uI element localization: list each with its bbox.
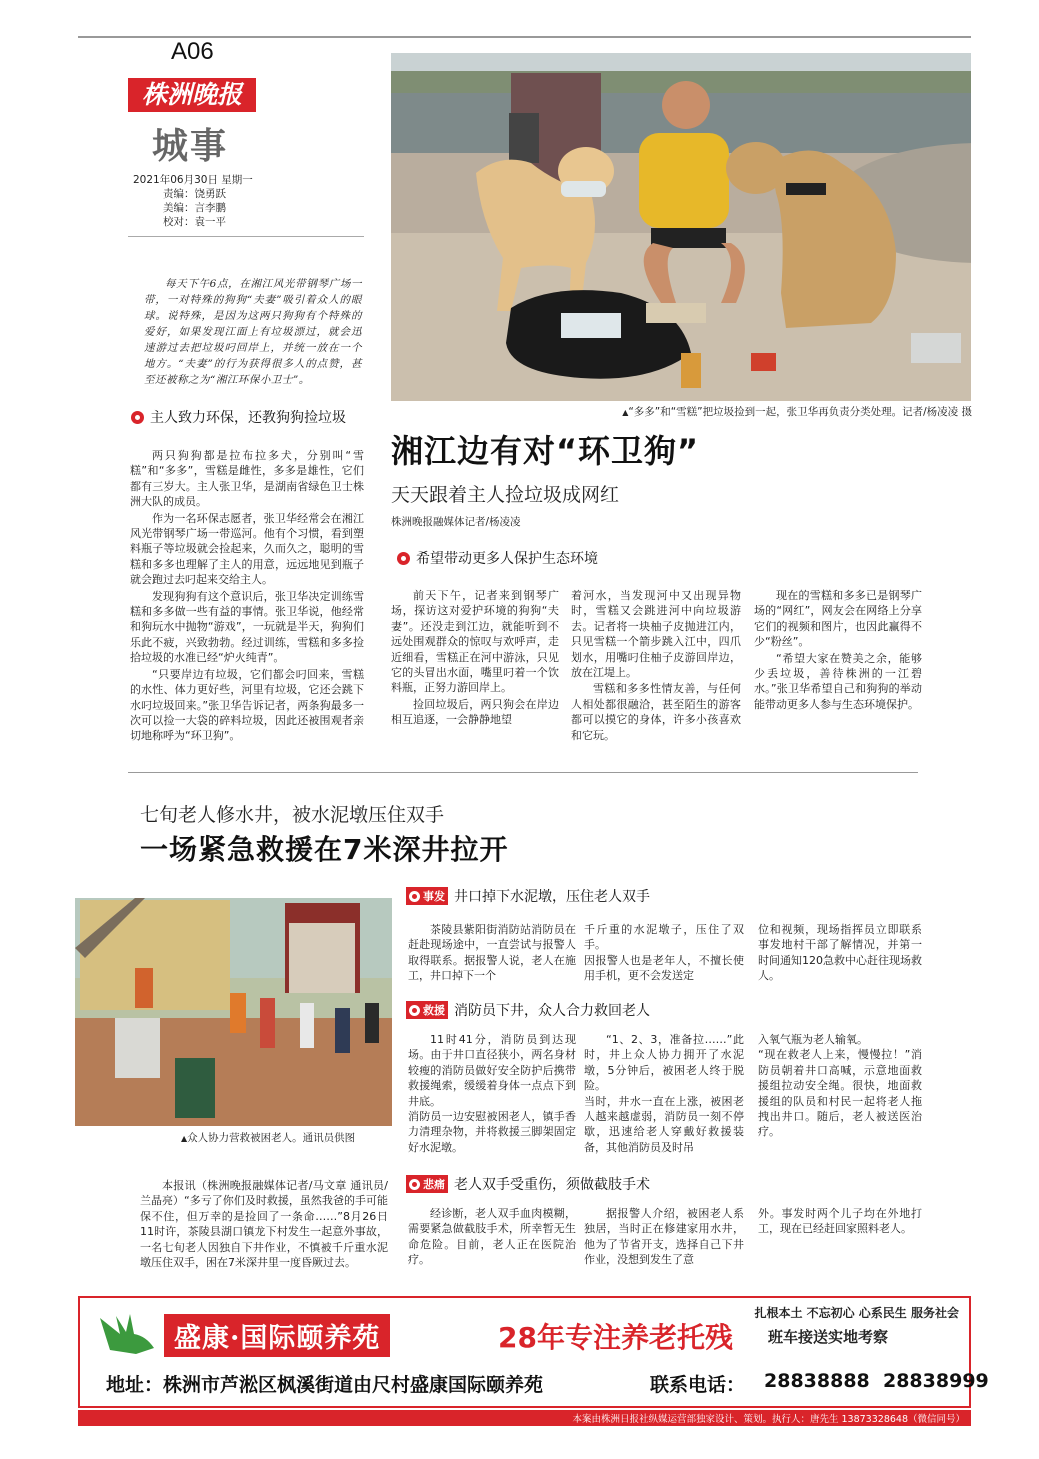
ad-brand: 盛康·国际颐养苑 [164,1314,390,1357]
story2-intro: 本报讯（株洲晚报融媒体记者/马文章 通讯员/兰晶亮）“多亏了你们及时救援，虽然我爸的手可能保不住，但万幸的是捡回了一条命……”8月26日11时许，茶陵县湖口镇龙下村发生一起意外事故，一名七旬老人因独自下井作业，不慎被千斤重水泥墩压住双手，困在7米深井里一度昏厥过去。 [140,1179,388,1270]
story2-section-aftermath: 悲痛 老人双手受重伤，须做截肢手术 [406,1174,650,1194]
ad-slogan: 28年专注养老托残 [498,1321,733,1354]
story2-section-incident: 事发 井口掉下水泥墩，压住老人双手 [406,886,650,906]
story1-byline: 株洲晚报融媒体记者/杨凌凌 [391,516,521,528]
story1-headline: 湘江边有对“环卫狗” [391,432,700,470]
ad-logo-icon [96,1310,158,1356]
caption-triangle-icon: ▲ [181,1134,188,1143]
paper-logo: 株洲晚报 [128,78,256,112]
story1-lead: 每天下午6点，在湘江风光带钢琴广场一带，一对特殊的狗狗“夫妻”吸引着众人的眼球。说特殊，是因为这两只狗狗有个特殊的爱好，如果发现江面上有垃圾漂过，就会迅速游过去把垃圾叼回岸上，并统一放在一个地方。“夫妻”的行为获得很多人的点赞，甚至还被称之为“湘江环保小卫士”。 [144,278,362,386]
story1-column-b: 着河水，当发现河中又出现异物时，雪糕又会跳进河中向垃圾游去。记者将一块柚子皮抛进江内，只见雪糕一个箭步跳入江中，四爪划水，用嘴叼住柚子皮游回岸边，放在江堤上。 雪糕和多多性情友善，与任何人相处都很融洽，甚至陌生的游客都可以摸它的身体，许多小孩喜欢和它玩。 [571,589,741,742]
aftermath-col-3: 外。事发时两个儿子均在外地打工，现在已经赶回家照料老人。 [758,1207,922,1236]
ad-address: 地址：株洲市芦淞区枫溪街道由尺村盛康国际颐养苑 [106,1374,544,1396]
bullet-icon [409,1179,420,1190]
dogs-photo-caption: ▲“多多”和“雪糕”把垃圾捡到一起，张卫华再负责分类处理。记者/杨凌凌 摄 [622,406,972,418]
rescue-col-3: 入氧气瓶为老人输氧。 “现在救老人上来，慢慢拉！”消防员朝着井口高喊，示意地面救援组拉动安全绳。很快，地面救援组的队员和村民一起将老人拖拽出井口。随后，老人被送医治疗。 [758,1033,922,1139]
caption-triangle-icon: ▲ [622,408,629,417]
story2-kicker: 七旬老人修水井，被水泥墩压住双手 [140,804,445,826]
story1-subhead-2: 希望带动更多人保护生态环境 [397,548,598,568]
dogs-photo-svg [391,53,971,401]
ad-phones: 28838888 28838999 [764,1370,989,1392]
story-divider [128,772,918,773]
story1-column-c: 现在的雪糕和多多已是钢琴广场的“网红”，网友会在网络上分享它们的视频和图片，也因此赢得不少“粉丝”。 “希望大家在赞美之余，能够少丢垃圾，善待株洲的一江碧水。”张卫华希望自己和狗狗的举动能带动更多人参与生态环境保护。 [754,589,922,711]
rescue-col-2: “1、2、3，准备拉……”此时，井上众人协力拥开了水泥墩，5分钟后，被困老人终于脱险。 当时，井水一直在上涨，被困老人越来越虚弱，消防员一刻不停歇，迅速给老人穿戴好救援装备，其他消防员及时吊 [584,1033,744,1154]
rescue-photo-caption: ▲众人协力营救被困老人。通讯员供图 [181,1132,356,1144]
story2-headline: 一场紧急救援在7米深井拉开 [140,833,509,866]
rescue-col-1: 11时41分，消防员到达现场。由于井口直径狭小，两名身材较瘦的消防员做好安全防护后携带救援绳索，缓缓着身体一点点下到井底。 消防员一边安慰被困老人，镇手香力清理杂物，并将救援三脚架固定好水泥墩。 [408,1033,576,1154]
bullet-icon [409,891,420,902]
incident-col-1: 茶陵县紫阳街消防站消防员在赶赴现场途中，一直尝试与报警人取得联系。据报警人说，老人在施工，井口掉下一个 [408,923,576,983]
rescue-photo [75,898,392,1126]
ad-banner [78,1296,989,1408]
masthead-designer: 美编：言李鹏 [163,202,226,214]
incident-col-3: 位和视频，现场指挥员立即联系事发地村干部了解情况，并第一时间通知120急救中心赶往现场救人。 [758,923,922,983]
story1-left-column: 两只狗狗都是拉布拉多犬，分别叫“雪糕”和“多多”，雪糕是雌性，多多是雄性，它们都有三岁大。主人张卫华，是湖南省绿色卫士株洲大队的成员。 作为一名环保志愿者，张卫华经常会在湘江风光带钢琴广场一带巡河。他有个习惯，看到塑料瓶子等垃圾就会捡起来，久而久之，聪明的雪糕和多多也理解了主人的用意，远远地见到瓶子就会跑过去叼起来交给主人。 发现狗狗有这个意识后，张卫华决定训练雪糕和多多做一些有益的事情。张卫华说，他经常和狗玩水中抛物“游戏”，一玩就是半天，狗狗们乐此不疲，兴致勃勃。经过训练，雪糕和多多捡拾垃圾的水准已经“炉火纯青”。 “只要岸边有垃圾，它们都会叼回来，雪糕的水性、体力更好些，河里有垃圾，它还会跳下水叼垃圾回来。”张卫华告诉记者，两条狗最多一次可以捡一大袋的碎料垃圾，因此还被围观者亲切地称呼为“环卫狗”。 [130,449,364,743]
tag-incident: 事发 [406,887,448,905]
bullet-icon [409,1005,420,1016]
tag-rescue: 救援 [406,1001,448,1019]
hand-logo-icon [96,1310,158,1356]
dogs-photo [391,53,971,401]
rescue-photo-svg [75,898,392,1126]
story1-subheadline: 天天跟着主人捡垃圾成网红 [391,484,620,506]
page-number: A06 [171,38,214,65]
tag-aftermath: 悲痛 [406,1175,448,1193]
story2-section-rescue: 救援 消防员下井，众人合力救回老人 [406,1000,650,1020]
bullet-icon [131,411,144,424]
masthead-proof: 校对：袁一平 [163,216,226,228]
bullet-icon [397,552,410,565]
section-title: 城事 [152,125,229,167]
story1-column-a: 前天下午，记者来到钢琴广场，探访这对爱护环境的狗狗“夫妻”。还没走到江边，就能听到不远处围观群众的惊叹与欢呼声，走近细看，雪糕正在河中游泳，只见它的头冒出水面，嘴里叼着一个饮料瓶，正努力游回岸上。 捡回垃圾后，两只狗会在岸边相互追逐，一会静静地望 [391,589,559,727]
masthead-editor: 责编：饶勇跃 [163,188,226,200]
masthead-rule [128,236,364,237]
aftermath-col-1: 经诊断，老人双手血肉模糊，需要紧急做截肢手术，所幸暂无生命危险。目前，老人正在医院治疗。 [408,1207,576,1267]
ad-footer: 本案由株洲日报社纵媒运营部独家设计、策划。执行人：唐先生 13873328648（微信同号） [78,1410,971,1426]
ad-slogan-sub: 班车接送实地考察 [768,1328,889,1346]
masthead-date: 2021年06月30日 星期一 [133,174,253,186]
incident-col-2: 千斤重的水泥墩子，压住了双手。 因报警人也是老年人，不擅长使用手机，更不会发送定 [584,923,744,983]
aftermath-col-2: 据报警人介绍，被困老人系独居，当时正在修建家用水井，他为了节省开支，选择自己下井作业，没想到发生了意 [584,1207,744,1267]
ad-motto: 扎根本土 不忘初心 心系民生 服务社会 [754,1306,959,1320]
ad-phone-label: 联系电话： [650,1374,746,1396]
story1-subhead-1: 主人致力环保，还教狗狗捡垃圾 [131,407,346,427]
